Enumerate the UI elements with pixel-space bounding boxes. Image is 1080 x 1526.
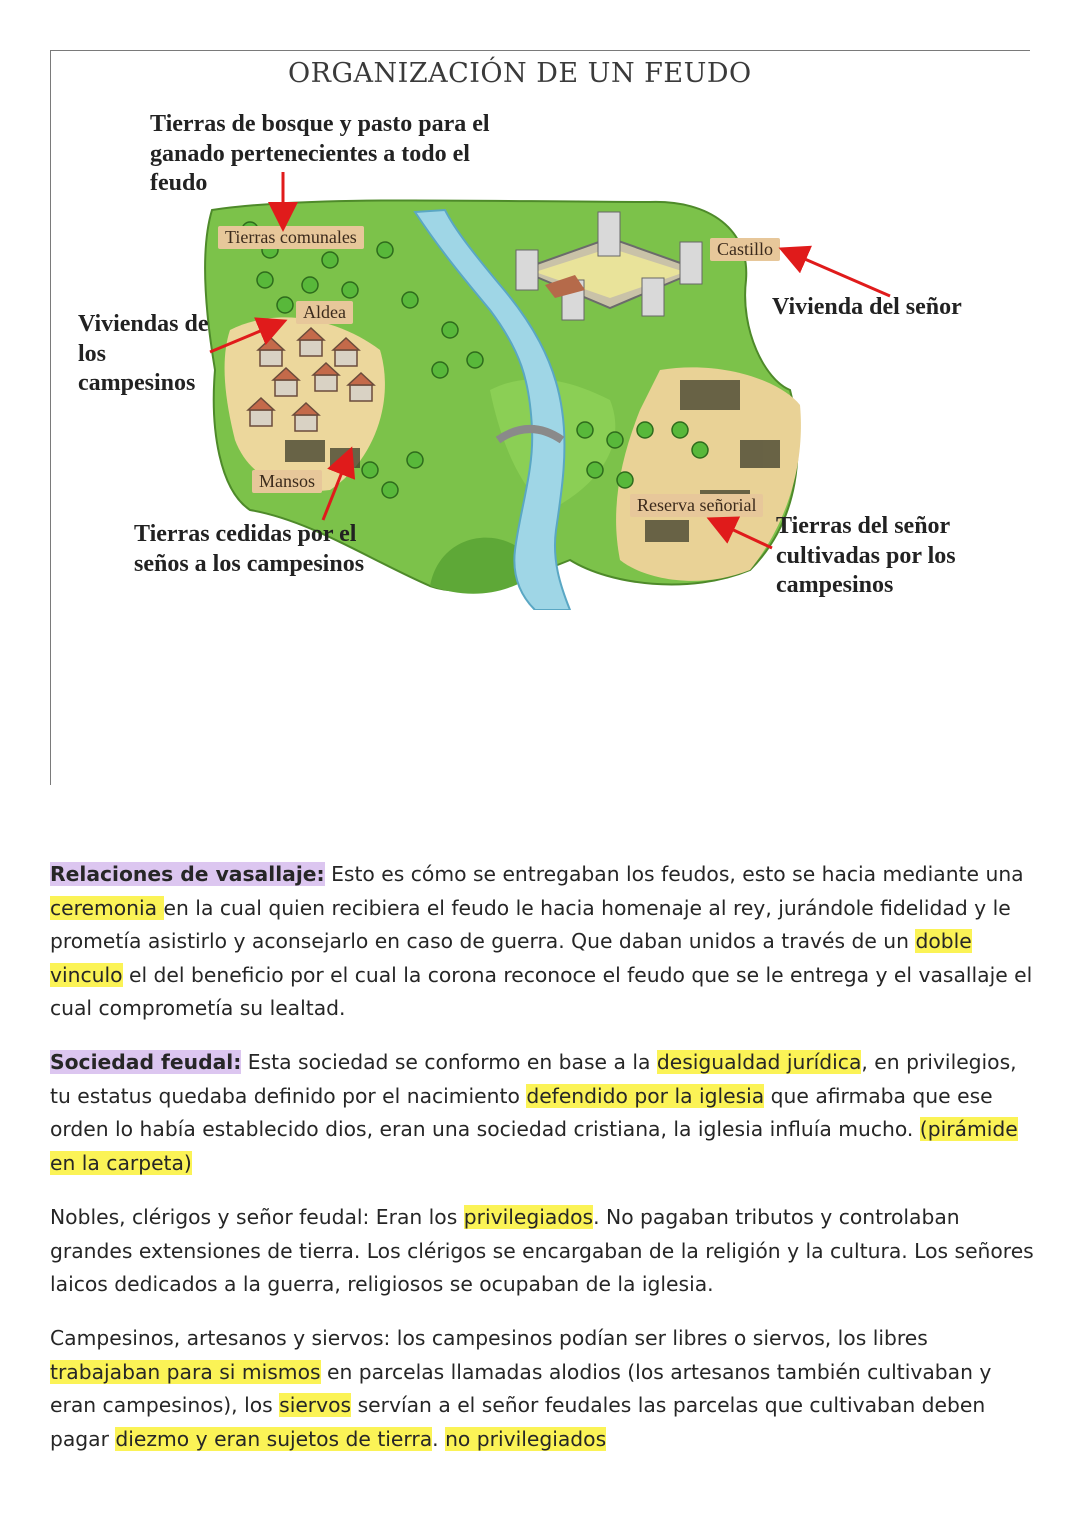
text: el del beneficio por el cual la corona reconoce el feudo que se le entrega y el vasallaje el cual comprometía su lealtad. [50,962,1033,1020]
map-label-aldea: Aldea [296,301,353,324]
paragraph-no-privilegiados [50,1322,1035,1456]
highlight: doble vinculo [50,929,972,987]
highlight: diezmo y eran sujetos de tierra [115,1426,433,1451]
highlight: no privilegiados [445,1426,607,1451]
text: Campesinos, artesanos y siervos: los campesinos podían ser libres o siervos, los libres [50,1326,928,1350]
map-label-castillo: Castillo [710,238,780,261]
arrow-reserva [712,520,772,548]
highlight: defendido por la iglesia [526,1083,765,1108]
highlight: ceremonia [50,895,164,920]
text: Nobles, clérigos y señor feudal: Eran los [50,1205,464,1229]
highlight: desigualdad jurídica [656,1050,862,1074]
annotation-ceded-lands: Tierras cedidas por el seños a los campesinos [134,521,365,577]
text: en parcelas llamadas alodios (los artesanos también cultivaban y eran campesinos), los [50,1359,992,1417]
text: que afirmaba que ese orden lo había establecido dios, eran una sociedad cristiana, la iglesia influía mucho. [50,1083,993,1141]
highlight: siervos [279,1393,352,1417]
paragraph-relaciones-vasallaje [50,858,1035,1026]
paragraph-privilegiados [50,1201,1035,1302]
annotation-forest-pasture: Tierras de bosque y pasto para el ganado pertenecientes a todo el feudo [150,111,490,196]
highlight: trabajaban para si mismos [50,1359,321,1384]
annotation-lord-housing: Vivienda del señor [772,294,962,320]
annotation-lord-lands: Tierras del señor cultivadas por los campesinos [776,513,956,598]
map-label-reserva-senorial: Reserva señorial [630,494,763,517]
text: Esto es cómo se entregaban los feudos, esto se hacia mediante una [324,862,1024,886]
annotation-peasant-housing: Viviendas de los campesinos [78,311,209,396]
map-label-mansos: Mansos [252,470,322,493]
text: servían a el señor feudales las parcelas que cultivaban deben pagar [50,1393,986,1451]
arrow-mansos [323,452,350,520]
text: , en privilegios, tu estatus quedaba definido por el nacimiento [50,1050,1017,1108]
figure-title: ORGANIZACIÓN DE UN FEUDO [288,58,752,89]
highlight: (pirámide en la carpeta) [50,1117,1018,1175]
paragraph-sociedad-feudal [50,1046,1035,1180]
highlight: privilegiados [463,1205,594,1229]
map-label-tierras-comunales: Tierras comunales [218,226,364,249]
text: . No pagaban tributos y controlaban grandes extensiones de tierra. Los clérigos se encargaban de la religión y la cultura. Los señores laicos dedicados a la guerra, religiosos se ocupaban de la iglesia. [50,1205,1034,1296]
heading-relaciones-vasallaje: Relaciones de vasallaje: [50,862,325,886]
arrow-castillo [784,250,890,296]
heading-sociedad-feudal: Sociedad feudal: [50,1050,242,1074]
text: Esta sociedad se conformo en base a la [241,1050,657,1074]
text: en la cual quien recibiera el feudo le hacia homenaje al rey, jurándole fidelidad y le prometía asistirlo y aconsejarlo en caso de guerra. Que daban unidos a través de un [50,895,1011,953]
text: . [432,1426,446,1451]
